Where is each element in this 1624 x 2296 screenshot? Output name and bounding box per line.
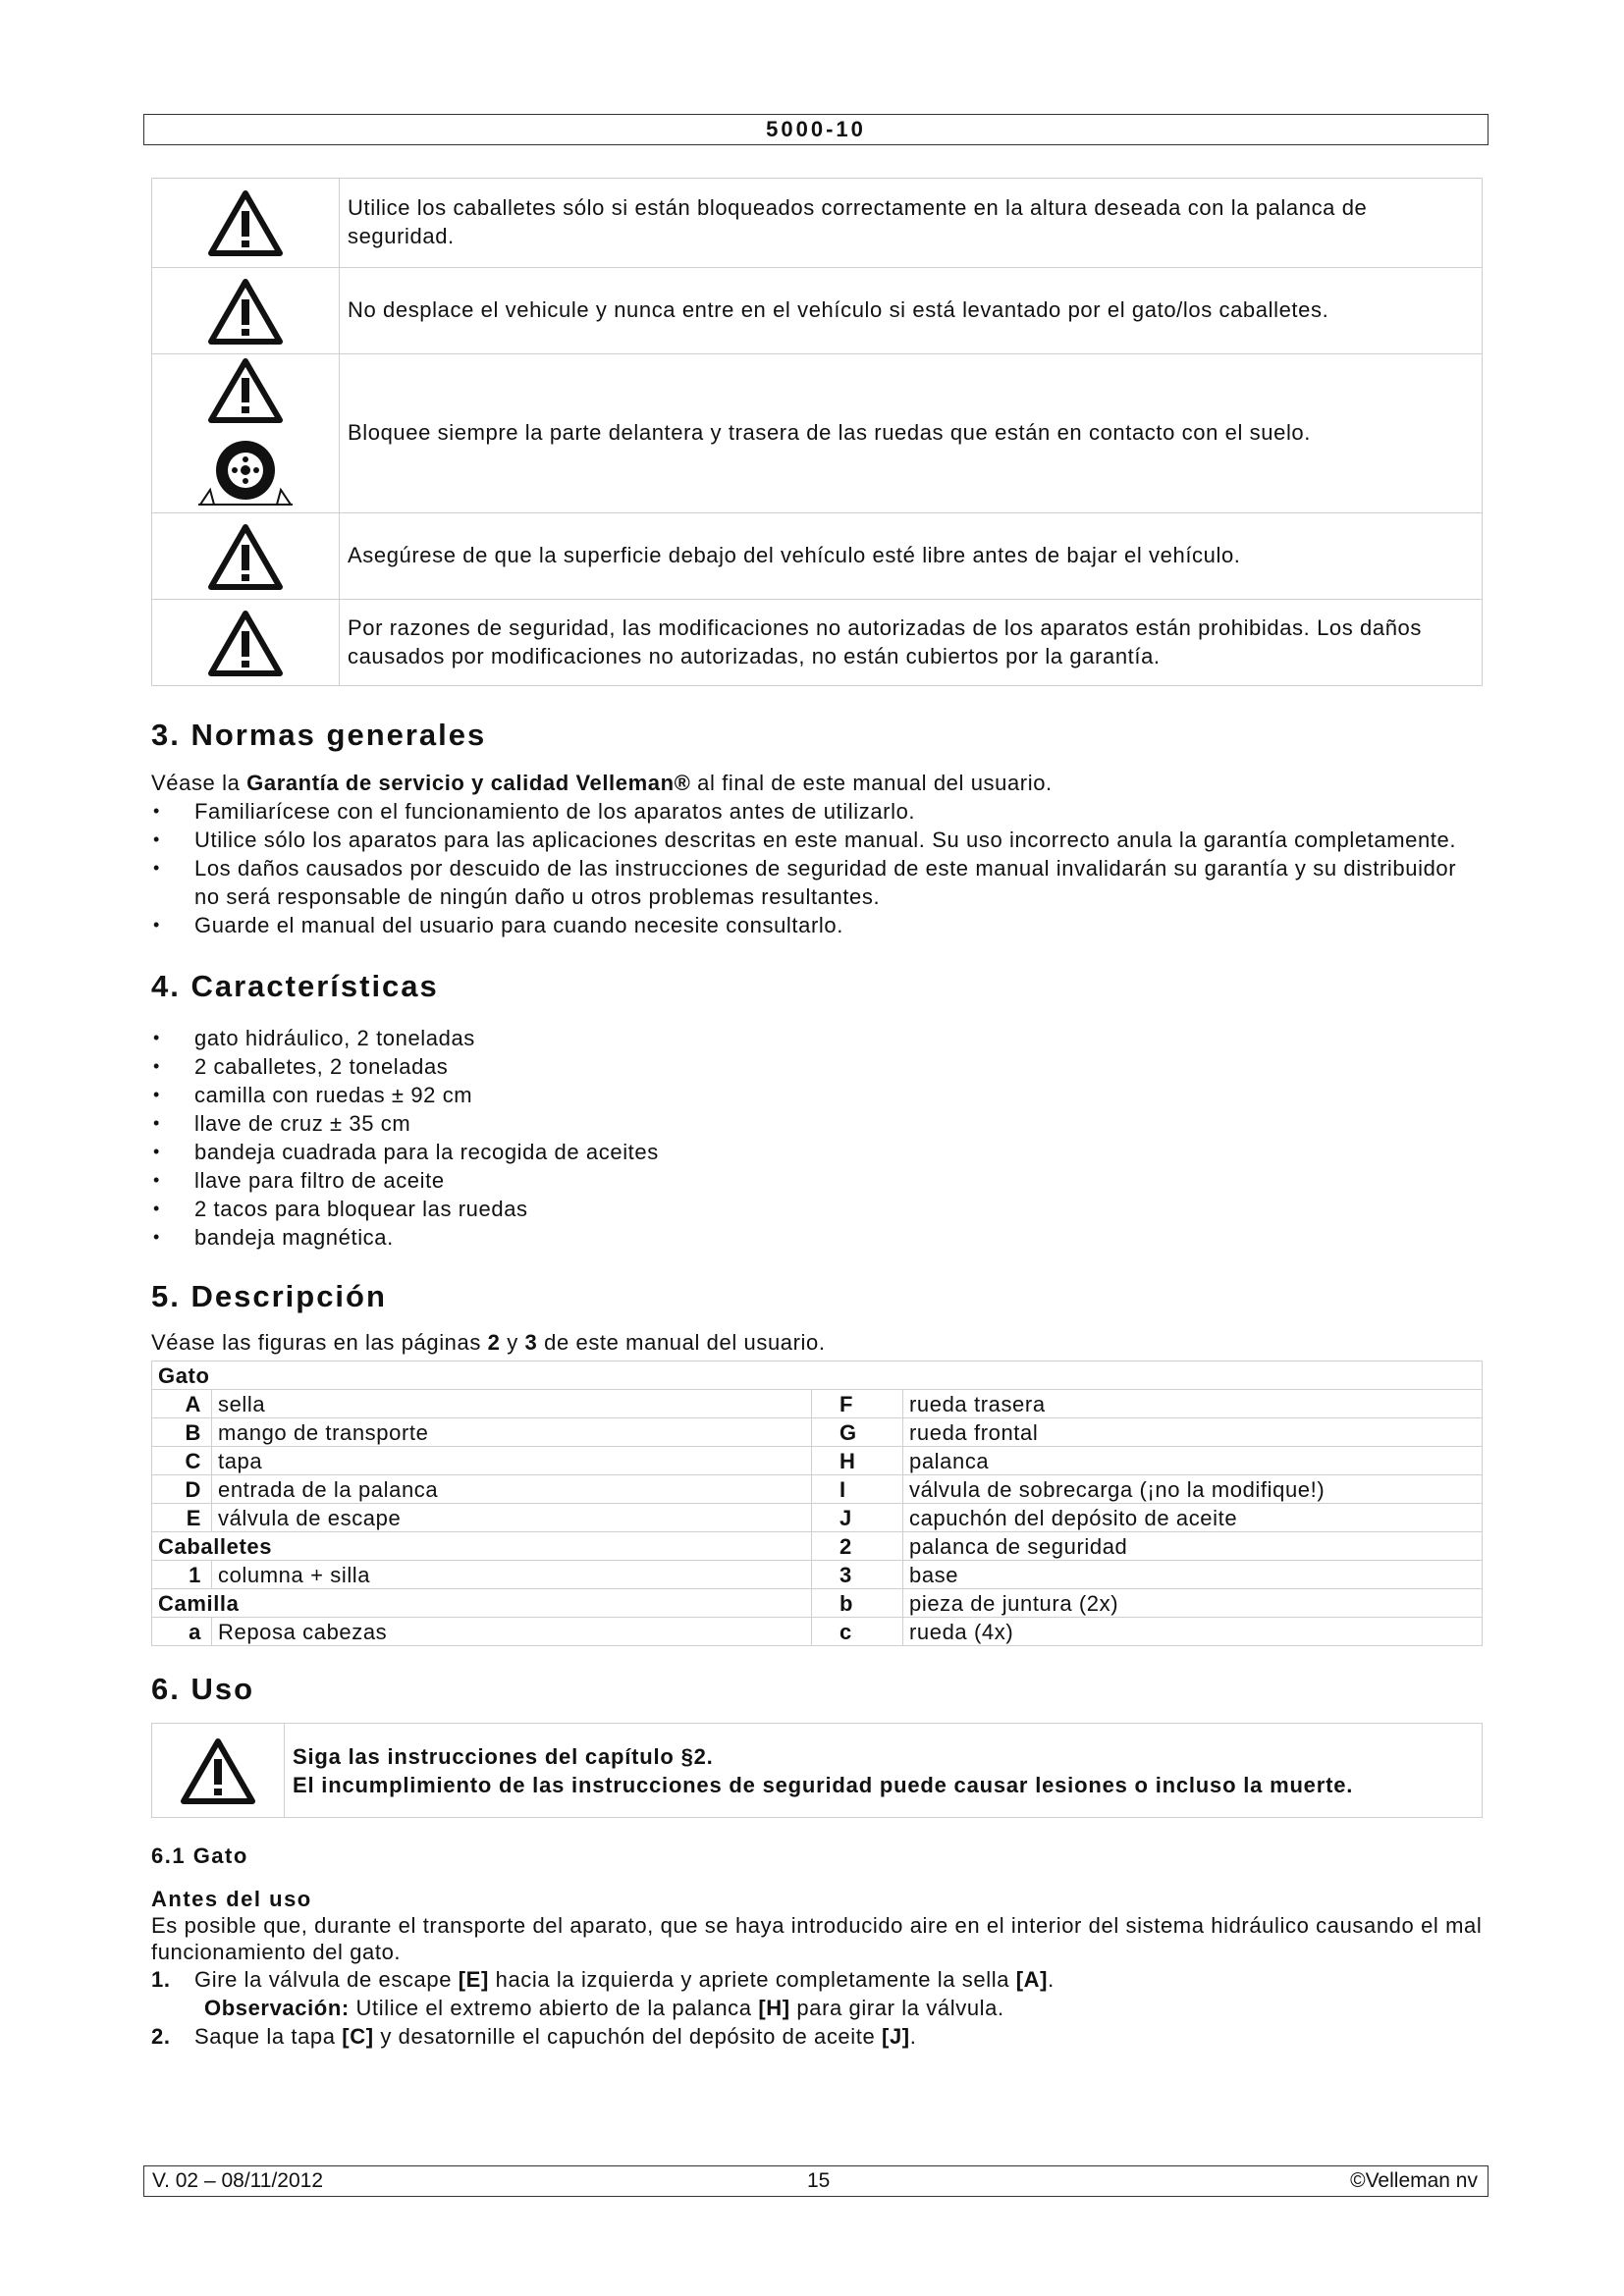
page-number: 15 (807, 2169, 831, 2192)
before-use-text: Es posible que, durante el transporte del aparato, que se haya introducido aire en el interior del sistema hidráulico causando el mal funcionamiento del gato. (151, 1913, 1483, 1964)
warning-triangle-icon (152, 179, 340, 268)
part-key: B (152, 1418, 212, 1447)
section-5-intro (151, 1328, 1483, 1357)
part-key: H (812, 1447, 903, 1475)
intro-text: Véase la (151, 771, 247, 795)
part-name: rueda frontal (903, 1418, 1483, 1447)
note-text: Utilice el extremo abierto de la palanca (349, 1996, 759, 2020)
warning-line: Siga las instrucciones del capítulo §2. (293, 1743, 714, 1769)
group-header-row (152, 1589, 1483, 1618)
part-key: 3 (812, 1561, 903, 1589)
group-label: Gato (152, 1362, 1483, 1390)
list-item: • 2 tacos para bloquear las ruedas (194, 1195, 1483, 1223)
table-row (152, 1390, 1483, 1418)
part-name: sella (212, 1390, 812, 1418)
part-key: I (812, 1475, 903, 1504)
table-row (152, 1504, 1483, 1532)
part-name: pieza de juntura (2x) (903, 1589, 1483, 1618)
part-ref: [A] (1015, 1967, 1049, 1992)
warning-row (152, 600, 1483, 686)
group-header-row (152, 1532, 1483, 1561)
group-header-row (152, 1362, 1483, 1390)
part-ref: [E] (458, 1967, 489, 1992)
warning-triangle-icon (152, 1724, 285, 1818)
parts-table (151, 1361, 1483, 1646)
warning-triangle-icon (152, 268, 340, 354)
part-name: válvula de sobrecarga (¡no la modifique!) (903, 1475, 1483, 1504)
part-name: base (903, 1561, 1483, 1589)
safety-warnings-table (151, 178, 1483, 686)
part-key: 1 (152, 1561, 212, 1589)
model-number: 5000-10 (766, 117, 866, 141)
page-header (143, 114, 1489, 145)
part-name: entrada de la palanca (212, 1475, 812, 1504)
part-key: 2 (812, 1532, 903, 1561)
part-name: Reposa cabezas (212, 1618, 812, 1646)
warning-row (152, 179, 1483, 268)
wheel-chock-warning-icon (152, 354, 340, 513)
part-name: palanca (903, 1447, 1483, 1475)
step-text: Saque la tapa (194, 2024, 343, 2049)
part-ref: [C] (342, 2024, 374, 2049)
version-date: V. 02 – 08/11/2012 (152, 2169, 323, 2192)
warning-text: Asegúrese de que la superficie debajo del vehículo esté libre antes de bajar el vehículo. (340, 513, 1483, 600)
warning-triangle-icon (152, 513, 340, 600)
part-key: J (812, 1504, 903, 1532)
list-item: • llave de cruz ± 35 cm (194, 1109, 1483, 1138)
step-item (151, 2022, 1483, 2051)
intro-text: Véase las figuras en las páginas (151, 1330, 488, 1355)
use-warning-box (151, 1723, 1483, 1818)
warning-text: Bloquee siempre la parte delantera y trasera de las ruedas que están en contacto con el suelo. (340, 354, 1483, 513)
warranty-reference: Garantía de servicio y calidad Velleman® (246, 771, 691, 795)
warning-triangle-icon (152, 600, 340, 686)
list-item: • Utilice sólo los aparatos para las aplicaciones descritas en este manual. Su uso incorrecto anula la garantía completamente. (194, 826, 1483, 854)
intro-text: de este manual del usuario. (537, 1330, 826, 1355)
warning-row (152, 268, 1483, 354)
list-item: • 2 caballetes, 2 toneladas (194, 1052, 1483, 1081)
page-content (151, 178, 1483, 2051)
step-text: . (909, 2024, 917, 2049)
table-row (152, 1618, 1483, 1646)
warning-line: El incumplimiento de las instrucciones de seguridad puede causar lesiones o incluso la muerte. (293, 1772, 1354, 1797)
group-label: Caballetes (152, 1532, 812, 1561)
section-3-heading: 3. Normas generales (151, 718, 487, 752)
step-number: 2. (151, 2024, 171, 2049)
table-row (152, 1418, 1483, 1447)
table-row (152, 1447, 1483, 1475)
part-key: c (812, 1618, 903, 1646)
list-item: • Guarde el manual del usuario para cuando necesite consultarlo. (194, 911, 1483, 939)
intro-text: y (500, 1330, 525, 1355)
section-3-list (151, 797, 1483, 939)
part-name: rueda trasera (903, 1390, 1483, 1418)
list-item: • bandeja cuadrada para la recogida de aceites (194, 1138, 1483, 1166)
warning-text: Utilice los caballetes sólo si están bloqueados correctamente en la altura deseada con la palanca de seguridad. (340, 179, 1483, 268)
part-key: A (152, 1390, 212, 1418)
page-reference: 3 (524, 1330, 538, 1355)
part-key: E (152, 1504, 212, 1532)
part-name: capuchón del depósito de aceite (903, 1504, 1483, 1532)
steps-list (151, 1965, 1483, 2051)
part-key: b (812, 1589, 903, 1618)
part-name: palanca de seguridad (903, 1532, 1483, 1561)
part-name: mango de transporte (212, 1418, 812, 1447)
part-name: tapa (212, 1447, 812, 1475)
list-item: • bandeja magnética. (194, 1223, 1483, 1252)
copyright: ©Velleman nv (1350, 2169, 1478, 2192)
step-item (151, 1965, 1483, 1994)
part-key: a (152, 1618, 212, 1646)
note-text: para girar la válvula. (789, 1996, 1004, 2020)
part-key: G (812, 1418, 903, 1447)
before-use-heading: Antes del uso (151, 1887, 312, 1911)
warning-text: Por razones de seguridad, las modificaciones no autorizadas de los aparatos están prohibidas. Los daños causados por modificaciones no autorizadas, no están cubiertos por la garantía. (340, 600, 1483, 686)
part-name: columna + silla (212, 1561, 812, 1589)
section-5-heading: 5. Descripción (151, 1279, 387, 1313)
part-key: D (152, 1475, 212, 1504)
part-name: válvula de escape (212, 1504, 812, 1532)
list-item: • Los daños causados por descuido de las instrucciones de seguridad de este manual invalidarán su garantía y su distribuidor no será responsable de ningún daño u otros problemas resultantes. (194, 854, 1483, 911)
section-4-list (151, 1024, 1483, 1252)
subsection-heading: 6.1 Gato (151, 1843, 248, 1868)
page-footer (143, 2165, 1489, 2197)
intro-text: al final de este manual del usuario. (690, 771, 1053, 795)
part-name: rueda (4x) (903, 1618, 1483, 1646)
use-warning-text (285, 1724, 1483, 1818)
step-text: Gire la válvula de escape (194, 1967, 459, 1992)
list-item: • camilla con ruedas ± 92 cm (194, 1081, 1483, 1109)
section-6-heading: 6. Uso (151, 1672, 255, 1706)
warning-row (152, 354, 1483, 513)
group-label: Camilla (152, 1589, 812, 1618)
part-key: C (152, 1447, 212, 1475)
note-item (151, 1994, 1483, 2022)
section-3-intro (151, 769, 1483, 797)
table-row (152, 1561, 1483, 1589)
step-text: y desatornille el capuchón del depósito de aceite (373, 2024, 883, 2049)
step-number: 1. (151, 1967, 171, 1992)
warning-text: No desplace el vehicule y nunca entre en el vehículo si está levantado por el gato/los caballetes. (340, 268, 1483, 354)
page-reference: 2 (487, 1330, 501, 1355)
part-ref: [H] (758, 1996, 790, 2020)
list-item: • Familiarícese con el funcionamiento de los aparatos antes de utilizarlo. (194, 797, 1483, 826)
warning-row (152, 513, 1483, 600)
part-ref: [J] (882, 2024, 910, 2049)
note-label: Observación: (204, 1996, 350, 2020)
list-item: • llave para filtro de aceite (194, 1166, 1483, 1195)
step-text: . (1048, 1967, 1055, 1992)
table-row (152, 1475, 1483, 1504)
list-item: • gato hidráulico, 2 toneladas (194, 1024, 1483, 1052)
step-text: hacia la izquierda y apriete completamente la sella (488, 1967, 1016, 1992)
section-4-heading: 4. Características (151, 969, 439, 1003)
part-key: F (812, 1390, 903, 1418)
